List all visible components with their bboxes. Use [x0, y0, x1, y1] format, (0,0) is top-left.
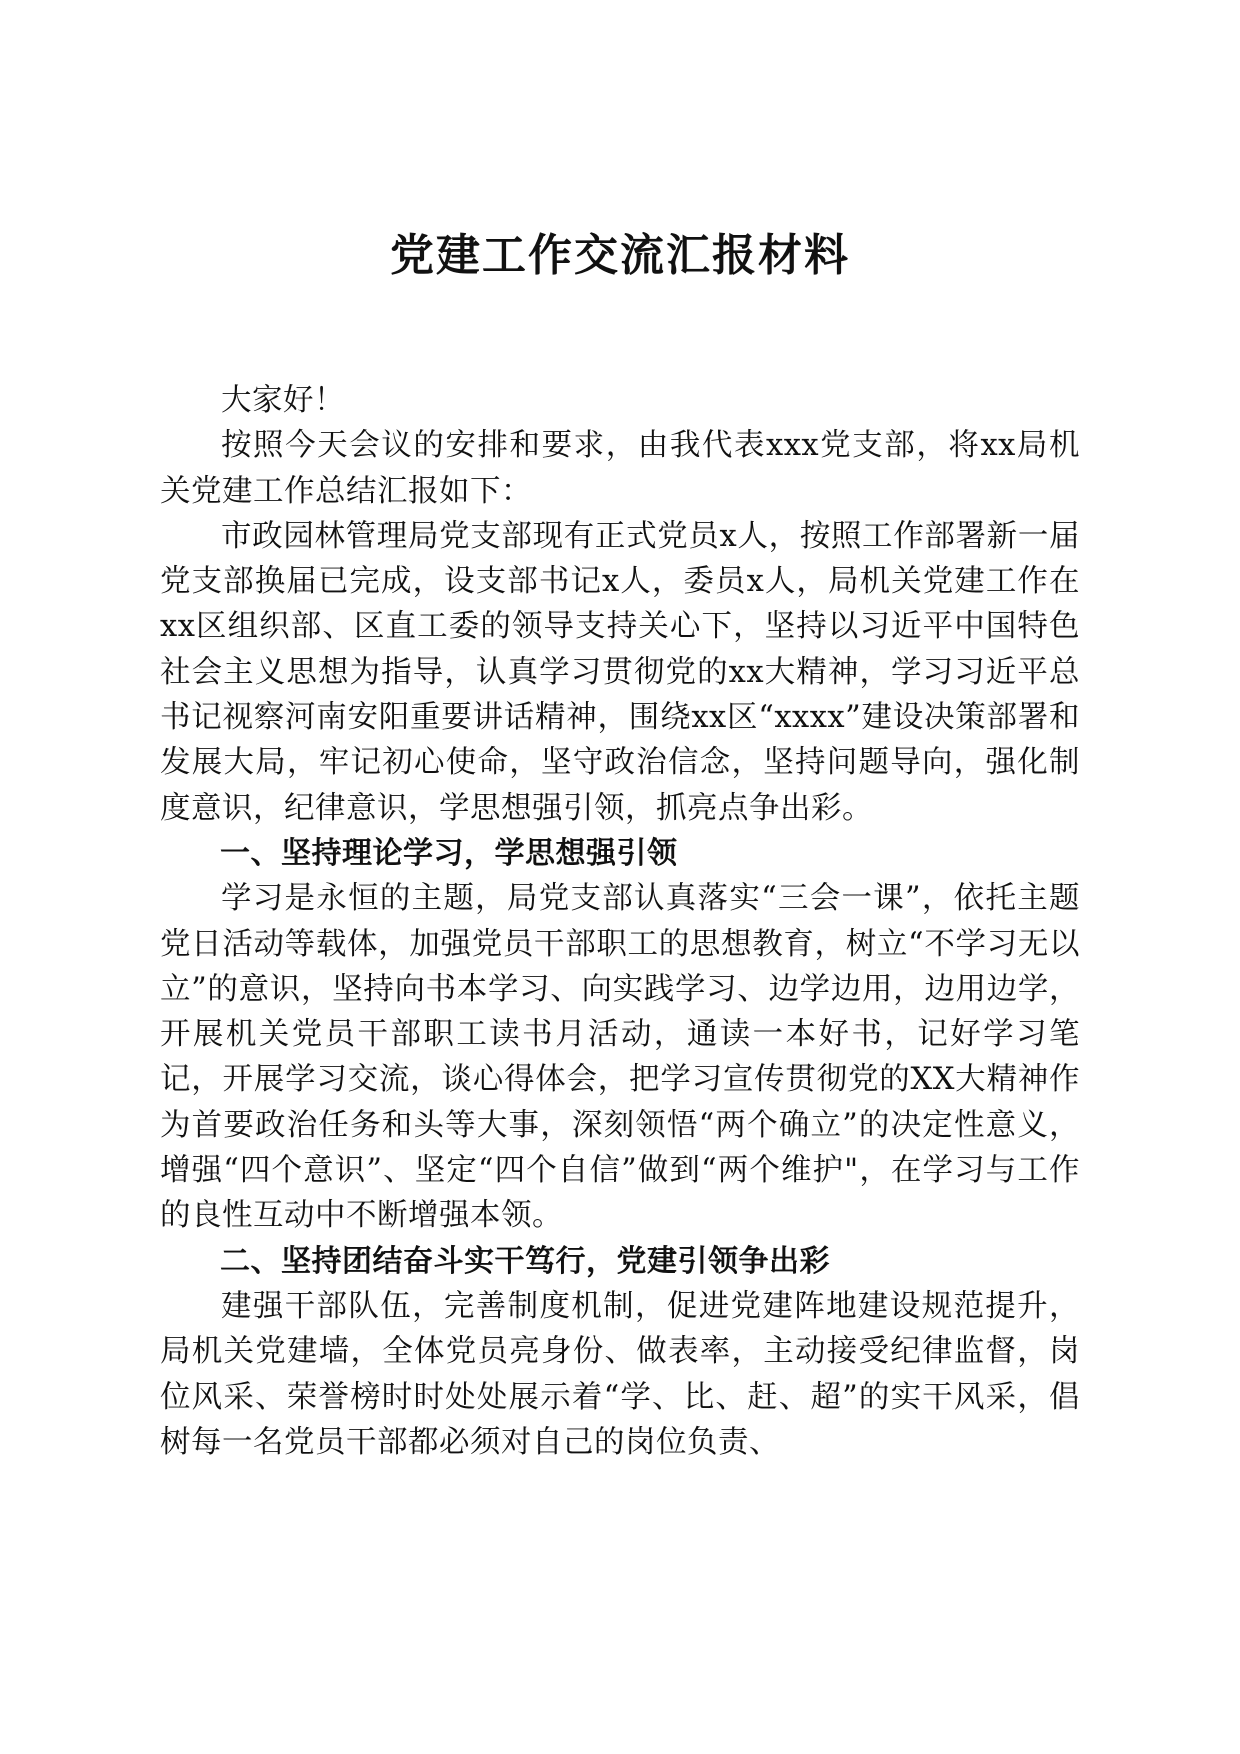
document-title: 党建工作交流汇报材料 [390, 230, 850, 281]
document-body [160, 378, 1080, 1465]
overview-paragraph: 市政园林管理局党支部现有正式党员x人，按照工作部署新一届党支部换届已完成，设支部书记x人，委员x人，局机关党建工作在xx区组织部、区直工委的领导支持关心下，坚持以习近平中国特色社会主义思想为指导，认真学习贯彻党的xx大精神，学习习近平总书记视察河南安阳重要讲话精神，围绕xx区“xxxx”建设决策部署和发展大局，牢记初心使命，坚守政治信念，坚持问题导向，强化制度意识，纪律意识，学思想强引领，抓亮点争出彩。 [160, 518, 1080, 826]
section-paragraph: 建强干部队伍，完善制度机制，促进党建阵地建设规范提升，局机关党建墙，全体党员亮身份、做表率，主动接受纪律监督，岗位风采、荣誉榜时时处处展示着“学、比、赶、超”的实干风采，倡树每一名党员干部都必须对自己的岗位负责、 [160, 1288, 1080, 1460]
section-heading: 一、坚持理论学习，学思想强引领 [220, 835, 678, 871]
greeting-paragraph: 大家好！ [221, 383, 345, 418]
document-page [160, 0, 1080, 1754]
section-paragraph: 学习是永恒的主题，局党支部认真落实“三会一课”，依托主题党日活动等载体，加强党员干部职工的思想教育，树立“不学习无以立”的意识，坚持向书本学习、向实践学习、边学边用，边用边学，开展机关党员干部职工读书月活动，通读一本好书，记好学习笔记，开展学习交流，谈心得体会，把学习宣传贯彻党的XX大精神作为首要政治任务和头等大事，深刻领悟“两个确立”的决定性意义，增强“四个意识”、坚定“四个自信”做到“两个维护"，在学习与工作的良性互动中不断增强本领。 [160, 881, 1080, 1234]
intro-paragraph: 按照今天会议的安排和要求，由我代表xxx党支部，将xx局机关党建工作总结汇报如下： [160, 428, 1080, 509]
section-heading: 二、坚持团结奋斗实干笃行，党建引领争出彩 [220, 1243, 830, 1279]
